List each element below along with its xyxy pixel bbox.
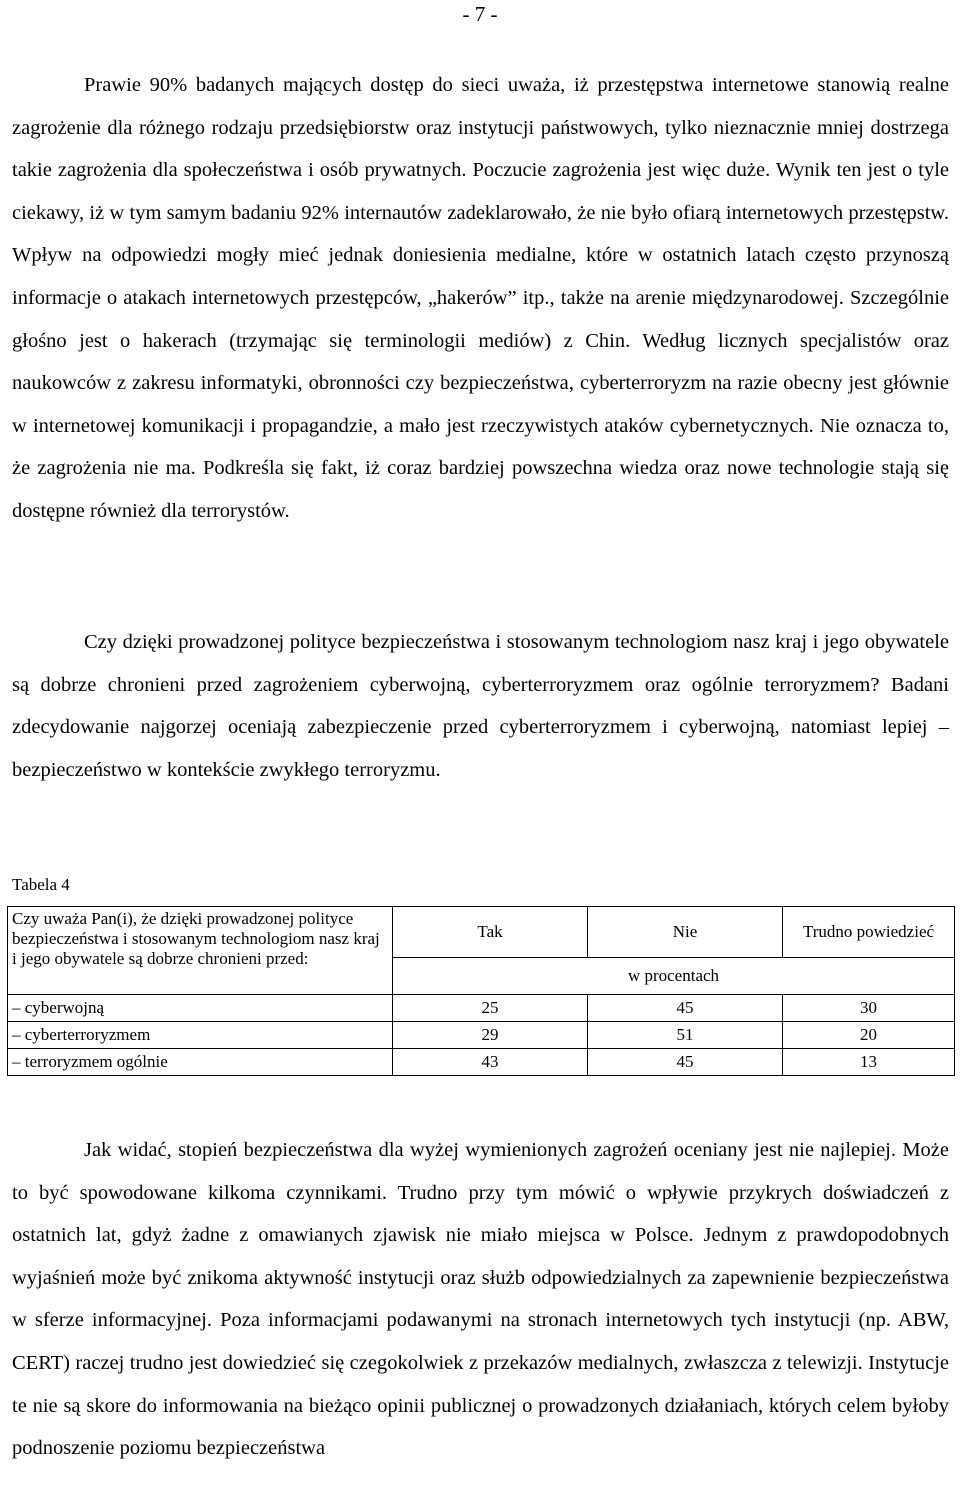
cell-value: 45 bbox=[588, 1049, 783, 1076]
cell-value: 30 bbox=[783, 995, 955, 1022]
row-label: – cyberterroryzmem bbox=[8, 1022, 393, 1049]
row-label: – terroryzmem ogólnie bbox=[8, 1049, 393, 1076]
results-table bbox=[7, 906, 955, 1076]
paragraph-3-text: Jak widać, stopień bezpieczeństwa dla wyżej wymienionych zagrożeń oceniany jest nie najlepiej. Może to być spowodowane kilkoma czynnikami. Trudno przy tym mówić o wpływie przykrych doświadczeń z ostatnich lat, gdyż żadne z omawianych zjawisk nie miało miejsca w Polsce. Jednym z prawdopodobnych wyjaśnień może być znikoma aktywność instytucji oraz służb odpowiedzialnych za zapewnienie bezpieczeństwa w sferze informacyjnej. Poza informacjami podawanymi na stronach internetowych tych instytucji (np. ABW, CERT) raczej trudno jest dowiedzieć się czegokolwiek z przekazów medialnych, zwłaszcza z telewizji. Instytucje te nie są skore do informowania na bieżąco opinii publicznej o prowadzonych działaniach, których celem byłoby podnoszenie poziomu bezpieczeństwa bbox=[12, 1139, 949, 1460]
paragraph-1 bbox=[12, 64, 949, 533]
table-question: Czy uważa Pan(i), że dzięki prowadzonej polityce bezpieczeństwa i stosowanym technologiom nasz kraj i jego obywatele są dobrze chronieni przed: bbox=[8, 907, 393, 995]
header-nie: Nie bbox=[588, 907, 783, 958]
paragraph-2 bbox=[12, 621, 949, 791]
page-number: - 7 - bbox=[462, 2, 498, 26]
table-row bbox=[8, 1022, 955, 1049]
header-trudno-powiedziec: Trudno powiedzieć bbox=[783, 907, 955, 958]
cell-value: 43 bbox=[393, 1049, 588, 1076]
row-label: – cyberwojną bbox=[8, 995, 393, 1022]
cell-value: 25 bbox=[393, 995, 588, 1022]
cell-value: 45 bbox=[588, 995, 783, 1022]
cell-value: 29 bbox=[393, 1022, 588, 1049]
table-header-row bbox=[8, 907, 955, 958]
table-caption: Tabela 4 bbox=[12, 875, 70, 894]
table-unit: w procentach bbox=[393, 958, 955, 995]
cell-value: 20 bbox=[783, 1022, 955, 1049]
header-tak: Tak bbox=[393, 907, 588, 958]
paragraph-2-text: Czy dzięki prowadzonej polityce bezpieczeństwa i stosowanym technologiom nasz kraj i jego obywatele są dobrze chronieni przed zagrożeniem cyberwojną, cyberterroryzmem oraz ogólnie terroryzmem? Badani zdecydowanie najgorzej oceniają zabezpieczenie przed cyberterroryzmem i cyberwojną, natomiast lepiej – bezpieczeństwo w kontekście zwykłego terroryzmu. bbox=[12, 631, 949, 781]
table-row bbox=[8, 1049, 955, 1076]
cell-value: 13 bbox=[783, 1049, 955, 1076]
paragraph-3 bbox=[12, 1129, 949, 1470]
paragraph-1-text: Prawie 90% badanych mających dostęp do sieci uważa, iż przestępstwa internetowe stanowią realne zagrożenie dla różnego rodzaju przedsiębiorstw oraz instytucji państwowych, tylko nieznacznie mniej dostrzega takie zagrożenia dla społeczeństwa i osób prywatnych. Poczucie zagrożenia jest więc duże. Wynik ten jest o tyle ciekawy, iż w tym samym badaniu 92% internautów zadeklarowało, że nie było ofiarą internetowych przestępstw. Wpływ na odpowiedzi mogły mieć jednak doniesienia medialne, które w ostatnich latach często przynoszą informacje o atakach internetowych przestępców, „hakerów” itp., także na arenie międzynarodowej. Szczególnie głośno jest o hakerach (trzymając się terminologii mediów) z Chin. Według licznych specjalistów oraz naukowców z zakresu informatyki, obronności czy bezpieczeństwa, cyberterroryzm na razie obecny jest głównie w internetowej komunikacji i propagandzie, a mało jest rzeczywistych ataków cybernetycznych. Nie oznacza to, że zagrożenia nie ma. Podkreśla się fakt, iż coraz bardziej powszechna wiedza oraz nowe technologie stają się dostępne również dla terrorystów. bbox=[12, 74, 949, 522]
cell-value: 51 bbox=[588, 1022, 783, 1049]
table-row bbox=[8, 995, 955, 1022]
